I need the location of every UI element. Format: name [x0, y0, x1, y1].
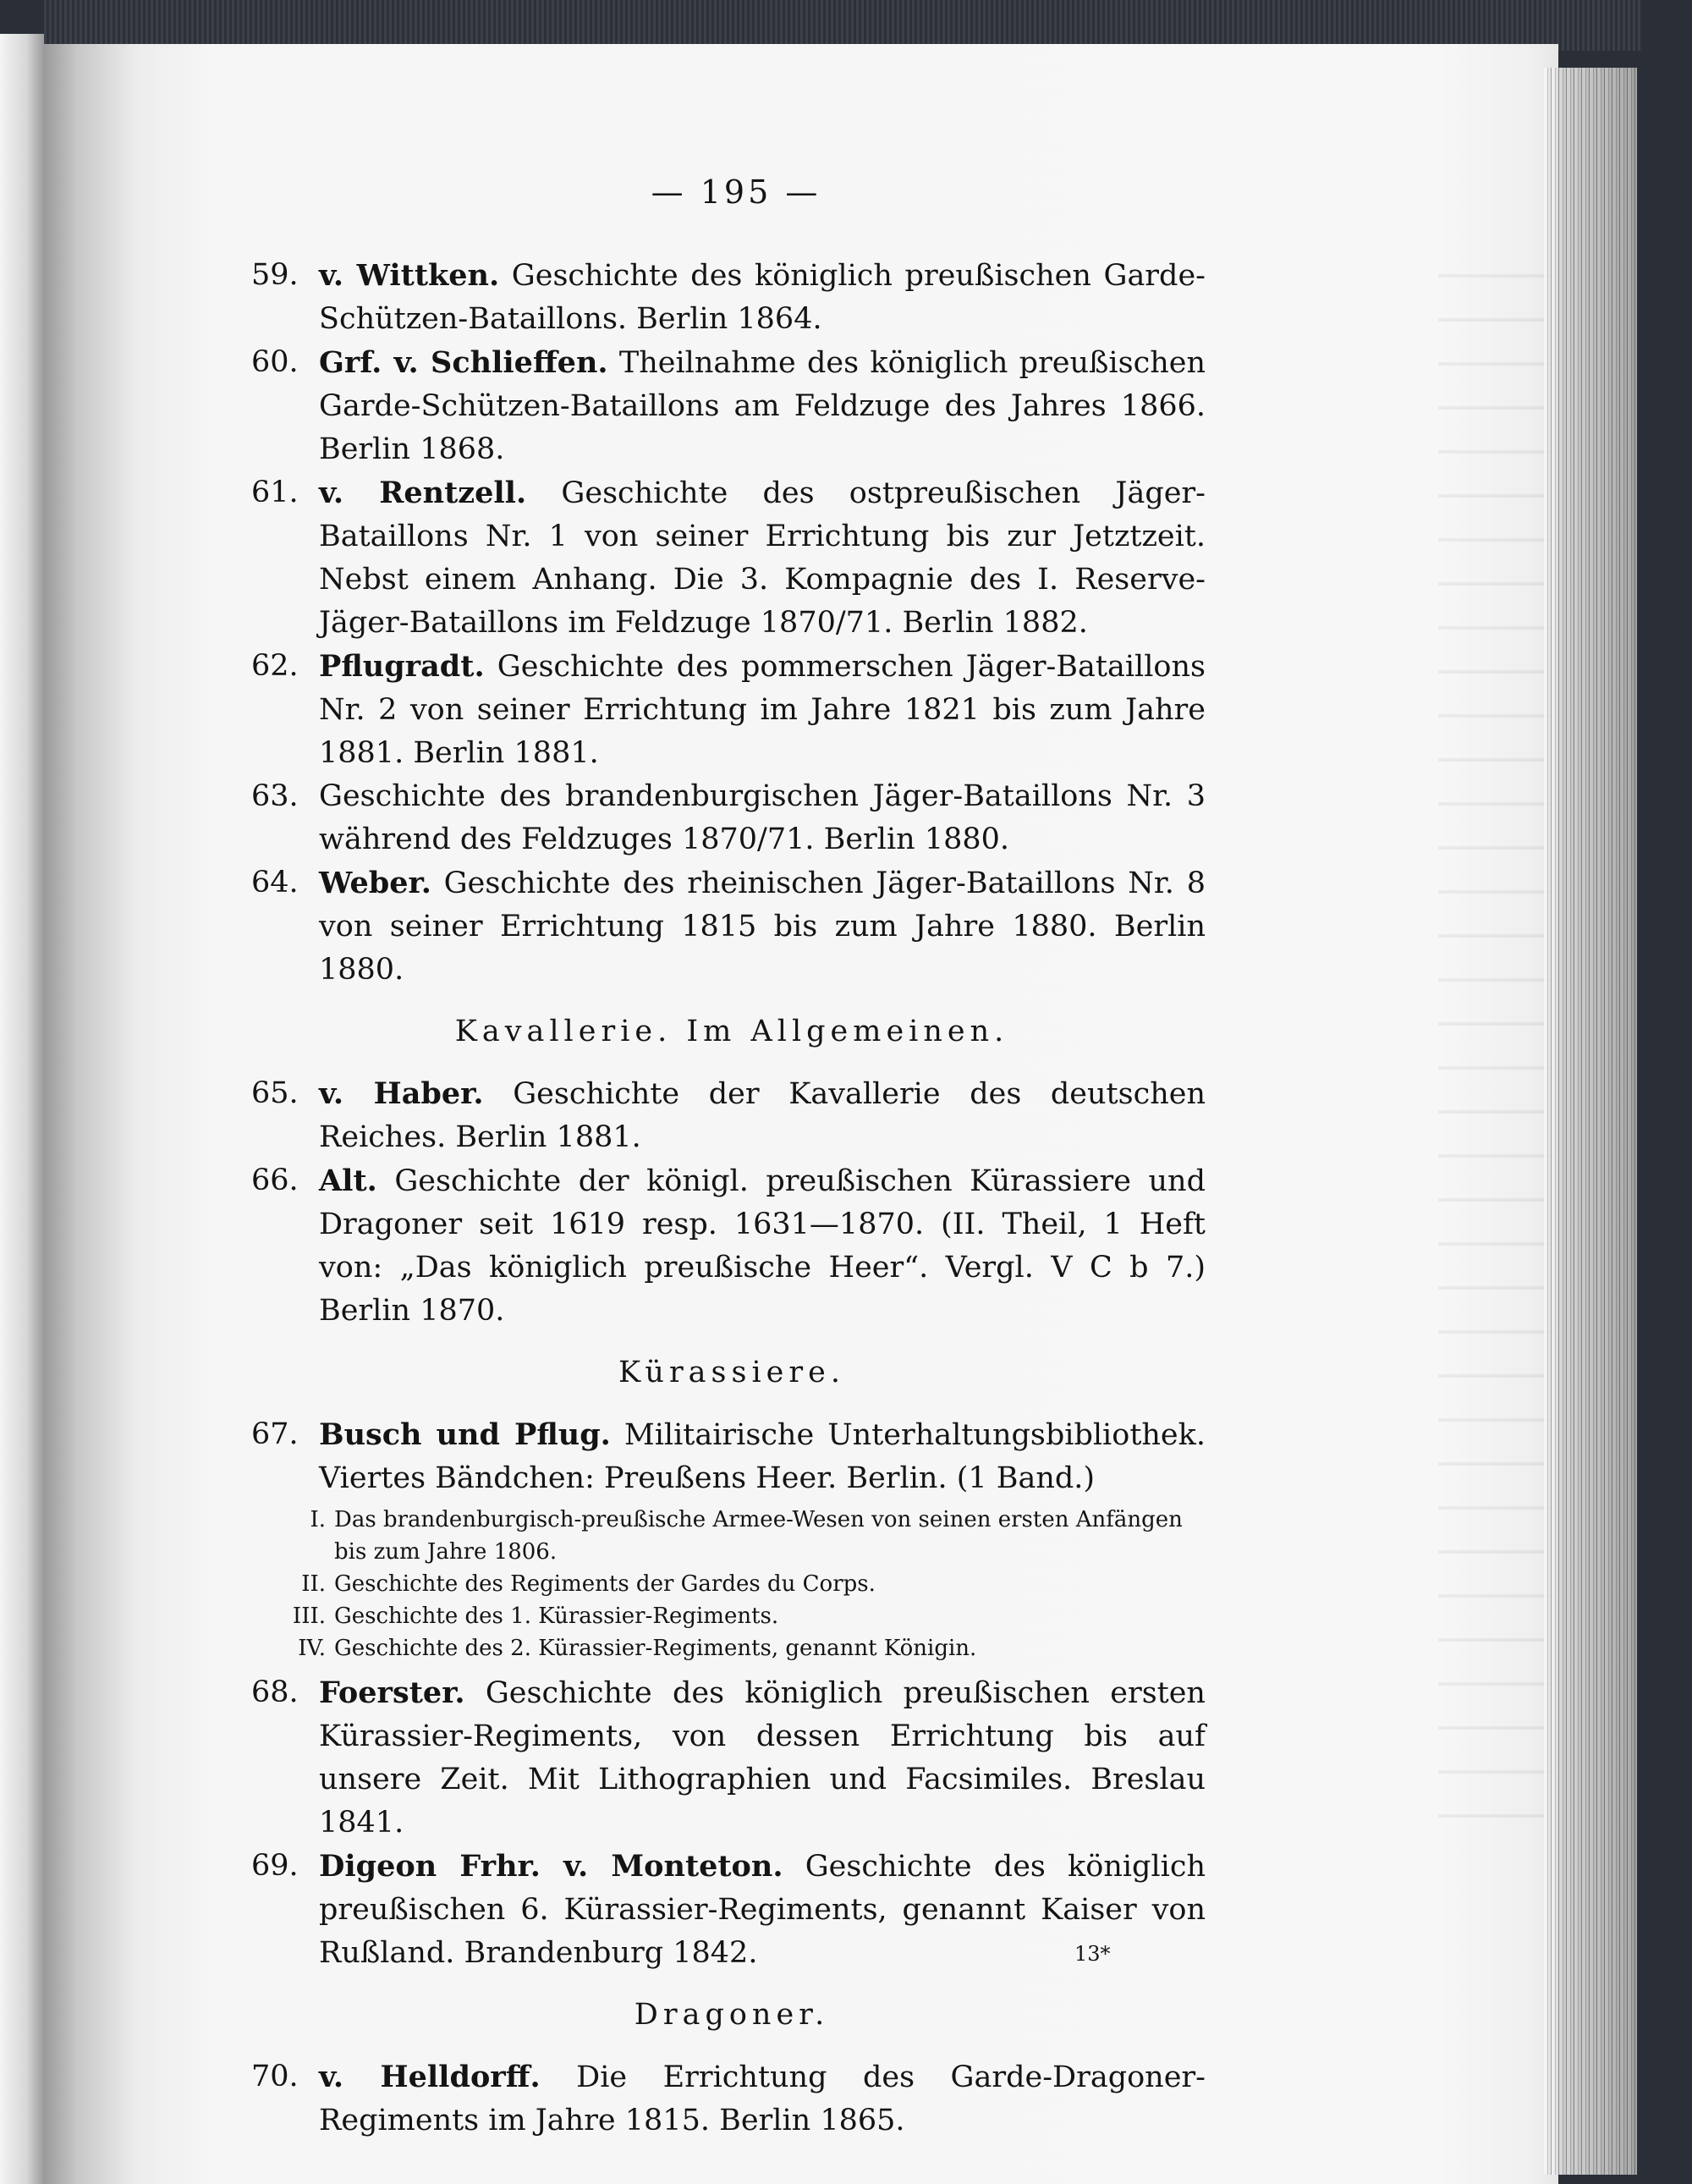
entry-text: Militairische Unterhaltungsbibliothek. Viertes Bändchen: Preußens Heer. Berlin. (1 Band.): [319, 1418, 1206, 1495]
entry-author: v. Haber.: [319, 1076, 484, 1111]
entry-text: Geschichte der Kavallerie des deutschen Reiches. Berlin 1881.: [319, 1077, 1206, 1154]
entry-number: 67.: [251, 1417, 299, 1451]
entry-text: Geschichte des königlich preußischen Garde-Schützen-Bataillons. Berlin 1864.: [319, 259, 1206, 336]
sub-item-text: Geschichte des 1. Kürassier-Regiments.: [334, 1604, 779, 1629]
entry-number: 61.: [251, 476, 299, 509]
entry-62: [251, 645, 1206, 775]
entry-number: 70.: [251, 2060, 299, 2093]
entry-author: Weber.: [319, 866, 431, 900]
entry-number: 63.: [251, 779, 299, 813]
entry-author: Foerster.: [319, 1675, 465, 1710]
entry-author: v. Helldorff.: [319, 2060, 541, 2094]
entry-author: v. Rentzell.: [319, 476, 527, 510]
entry-number: 60.: [251, 345, 299, 379]
entry-number: 69.: [251, 1849, 299, 1883]
entry-author: Digeon Frhr. v. Monteton.: [319, 1849, 783, 1884]
sub-item: [258, 1504, 1206, 1568]
entry-number: 62.: [251, 649, 299, 683]
sub-item-text: Geschichte des 2. Kürassier-Regiments, genannt Königin.: [334, 1636, 977, 1661]
sub-item-number: II.: [301, 1571, 326, 1597]
page-edges-shade: [1544, 68, 1637, 2175]
entry-67-contents: [258, 1504, 1206, 1664]
entry-number: 66.: [251, 1164, 299, 1197]
printer-signature: 13*: [1074, 1942, 1111, 1966]
entry-author: Grf. v. Schlieffen.: [319, 345, 608, 380]
entry-number: 64.: [251, 866, 299, 899]
entry-number: 68.: [251, 1675, 299, 1709]
entry-59: [251, 254, 1206, 341]
entry-text: Geschichte des pommerschen Jäger-Bataillons Nr. 2 von seiner Errichtung im Jahre 1821 bis zum Jahre 1881. Berlin 1881.: [319, 650, 1206, 770]
entry-author: Busch und Pflug.: [319, 1417, 611, 1452]
section-heading-kavallerie: Kavallerie. Im Allgemeinen.: [454, 1015, 1009, 1048]
sub-item: [258, 1632, 1206, 1664]
page-number: — 195 —: [651, 173, 821, 211]
entry-text: Geschichte des rheinischen Jäger-Bataillons Nr. 8 von seiner Errichtung 1815 bis zum Jahre 1880. Berlin 1880.: [319, 866, 1206, 987]
entry-66: [251, 1159, 1206, 1333]
entry-number: 59.: [251, 258, 299, 292]
entry-64: [251, 861, 1206, 992]
sub-item-text: Das brandenburgisch-preußische Armee-Wesen von seinen ersten Anfängen bis zum Jahre 1806.: [334, 1507, 1183, 1565]
entry-text: Theilnahme des königlich preußischen Garde-Schützen-Bataillons am Feldzuge des Jahres 1866. Berlin 1868.: [319, 346, 1206, 466]
entry-text: Geschichte der königl. preußischen Kürassiere und Dragoner seit 1619 resp. 1631—1870. (II. Theil, 1 Heft von: „Das königlich preußische Heer“. Vergl. V C b 7.) Berlin 1870.: [319, 1164, 1206, 1328]
entry-70: [251, 2055, 1206, 2143]
entry-text: Geschichte des königlich preußischen 6. Kürassier-Regiments, genannt Kaiser von Rußland. Brandenburg 1842.: [319, 1850, 1206, 1970]
entry-68: [251, 1671, 1206, 1845]
entry-author: v. Wittken.: [319, 258, 500, 293]
bibliography-list: [251, 254, 1206, 2143]
entry-author: Alt.: [319, 1164, 377, 1198]
entry-author: Pflugradt.: [319, 649, 485, 684]
entry-text: Geschichte des brandenburgischen Jäger-Bataillons Nr. 3 während des Feldzuges 1870/71. Berlin 1880.: [319, 779, 1206, 856]
section-heading-kurassiere: Kürassiere.: [618, 1356, 845, 1389]
book-cover-edge: [44, 0, 1643, 51]
entry-text: Geschichte des königlich preußischen ersten Kürassier-Regiments, von dessen Errichtung bis auf unsere Zeit. Mit Lithographien und Facsimiles. Breslau 1841.: [319, 1676, 1206, 1840]
entry-60: [251, 341, 1206, 471]
entry-number: 65.: [251, 1076, 299, 1110]
entry-67: [251, 1413, 1206, 1500]
sub-item: [258, 1600, 1206, 1632]
sub-item-number: I.: [310, 1507, 326, 1532]
sub-item: [258, 1568, 1206, 1600]
entry-text: Die Errichtung des Garde-Dragoner-Regiments im Jahre 1815. Berlin 1865.: [319, 2060, 1206, 2137]
sub-item-number: IV.: [298, 1636, 326, 1661]
entry-69: [251, 1845, 1206, 1975]
entry-65: [251, 1072, 1206, 1159]
entry-text: Geschichte des ostpreußischen Jäger-Bataillons Nr. 1 von seiner Errichtung bis zur Jetztzeit. Nebst einem Anhang. Die 3. Kompagnie des I. Reserve-Jäger-Bataillons im Feldzuge 1870/71. Berlin 1882.: [319, 476, 1206, 640]
entry-61: [251, 471, 1206, 645]
sub-item-text: Geschichte des Regiments der Gardes du Corps.: [334, 1571, 876, 1597]
book-spine-shadow: [0, 34, 44, 2184]
sub-item-number: III.: [292, 1604, 326, 1629]
section-heading-dragoner: Dragoner.: [634, 1998, 830, 2032]
entry-63: [251, 775, 1206, 861]
